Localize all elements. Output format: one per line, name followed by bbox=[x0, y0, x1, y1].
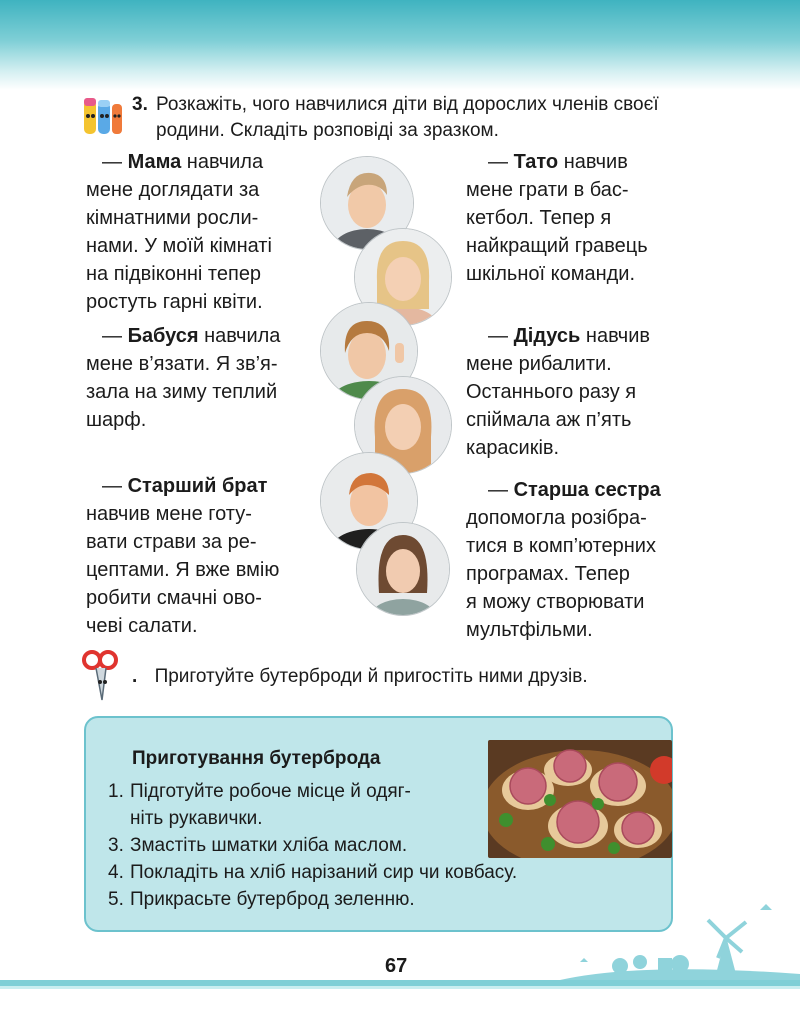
story-sestra: — Старша сестра допомогла розібра- тися в комп’ютерних програмах. Тепер я можу створювати мультфільми. bbox=[466, 479, 661, 641]
story-mama: — Мама навчила мене доглядати за кімнатними росли- нами. У моїй кімнаті на підвіконні тепер ростуть гарні квіти. bbox=[86, 151, 272, 313]
task4 bbox=[132, 664, 588, 690]
recipe-step: 1. Підготуйте робоче місце й одяг- ніть рукавички. bbox=[108, 781, 411, 829]
sandwich-photo bbox=[488, 740, 672, 858]
story-babusia: — Бабуся навчила мене в’язати. Я зв’я- зала на зиму теплий шарф. bbox=[86, 325, 281, 431]
task4-text: Приготуйте бутерброди й пригостіть ними друзів. bbox=[154, 666, 588, 687]
pencils-icon bbox=[80, 94, 126, 138]
task3-number: 3. bbox=[132, 94, 148, 115]
task3-text: Розкажіть, чого навчилися діти від дорослих членів своєї родини. Складіть розповіді за зразком. bbox=[156, 94, 659, 141]
story-tato: — Тато навчив мене грати в бас- кетбол. Тепер я найкращий гравець шкільної команди. bbox=[466, 151, 648, 285]
page-number: 67 bbox=[385, 955, 408, 977]
story-tato-name: Тато bbox=[513, 151, 559, 173]
story-babusia-name: Бабуся bbox=[127, 325, 199, 347]
photo-girl-3 bbox=[356, 522, 450, 616]
story-didus-name: Дідусь bbox=[513, 325, 581, 347]
scissors-icon bbox=[80, 648, 130, 708]
story-mama-name: Мама bbox=[127, 151, 182, 173]
recipe-step: 3. Змастіть шматки хліба маслом. bbox=[108, 835, 408, 856]
recipe-step: 5. Прикрасьте бутерброд зеленню. bbox=[108, 889, 415, 910]
story-brat: — Старший брат навчив мене готу- вати страви за ре- цептами. Я вже вмію робити смачні ово- чеві салати. bbox=[86, 475, 280, 637]
recipe-steps bbox=[108, 778, 517, 913]
task4-number: . bbox=[132, 666, 138, 687]
story-sestra-name: Старша сестра bbox=[513, 479, 661, 501]
recipe-title: Приготування бутерброда bbox=[132, 748, 381, 769]
windmill-landscape-icon bbox=[520, 892, 800, 984]
story-brat-name: Старший брат bbox=[127, 475, 268, 497]
task3 bbox=[132, 92, 692, 144]
footer-line-light bbox=[0, 986, 800, 989]
header-band bbox=[0, 0, 800, 90]
story-didus: — Дідусь навчив мене рибалити. Останнього разу я спіймала аж п’ять карасиків. bbox=[466, 325, 651, 459]
recipe-step: 4. Покладіть на хліб нарізаний сир чи ковбасу. bbox=[108, 862, 518, 883]
